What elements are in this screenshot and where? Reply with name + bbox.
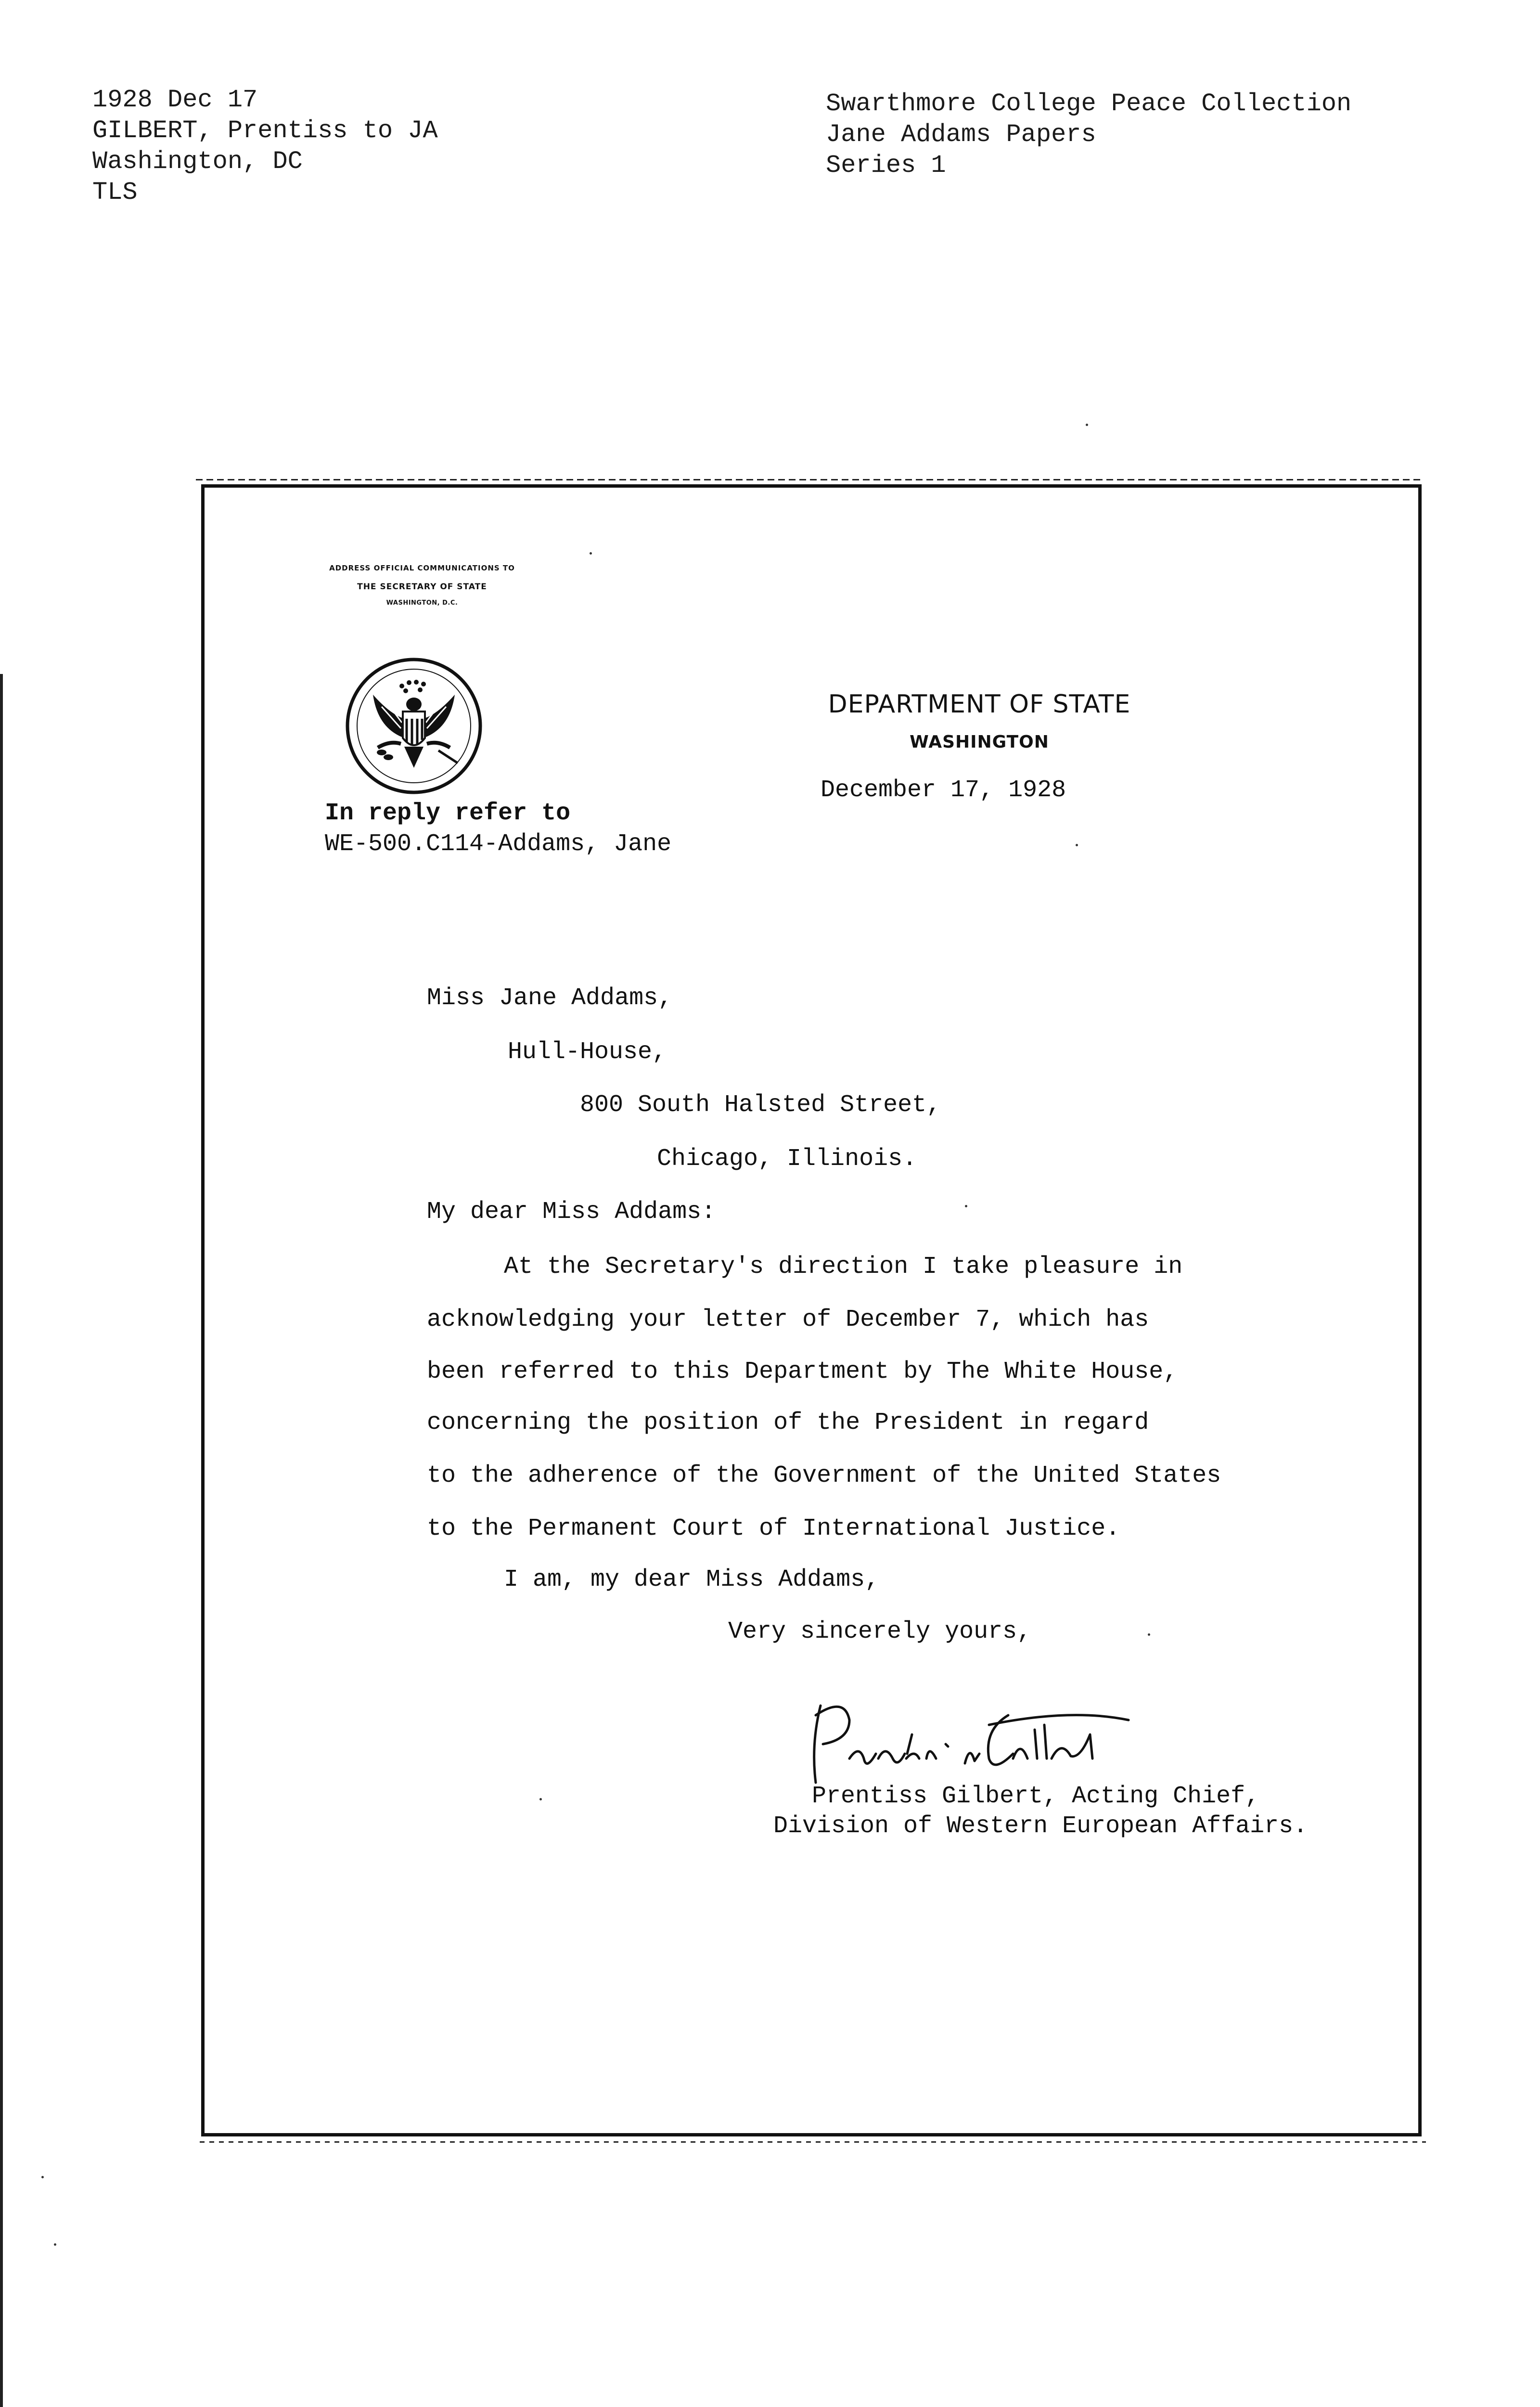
- archival-place: Washington, DC: [92, 147, 303, 176]
- archival-date: 1928 Dec 17: [92, 86, 258, 114]
- addressee-line: Chicago, Illinois.: [657, 1145, 917, 1173]
- scan-edge: [0, 674, 3, 2407]
- scan-speck: [965, 1205, 967, 1207]
- reply-reference: WE-500.C114-Addams, Jane: [325, 830, 672, 858]
- archival-doc-type: TLS: [92, 178, 138, 207]
- scan-speck: [41, 2176, 44, 2178]
- addressee-line: Miss Jane Addams,: [427, 984, 673, 1012]
- letter-page: [201, 484, 1422, 2136]
- scan-speck: [54, 2243, 56, 2246]
- reply-label: In reply refer to: [325, 800, 571, 827]
- signer-name-title: Prentiss Gilbert, Acting Chief,: [812, 1783, 1260, 1810]
- department-city: WASHINGTON: [910, 732, 1049, 752]
- archival-papers: Jane Addams Papers: [826, 120, 1096, 149]
- scan-speck: [590, 552, 592, 555]
- archival-series: Series 1: [826, 151, 946, 180]
- body-line: At the Secretary's direction I take pleasure in: [504, 1253, 1183, 1281]
- letterhead-address-line: THE SECRETARY OF STATE: [357, 582, 487, 592]
- body-line: acknowledging your letter of December 7, which has: [427, 1306, 1149, 1333]
- scan-speck: [539, 1798, 542, 1800]
- archival-metadata-right: [826, 89, 1351, 181]
- handwritten-signature: [782, 1686, 1177, 1797]
- letter-date: December 17, 1928: [821, 776, 1066, 804]
- addressee-line: Hull-House,: [508, 1038, 667, 1066]
- archival-correspondents: GILBERT, Prentiss to JA: [92, 116, 438, 145]
- letterhead-address-line: WASHINGTON, D.C.: [386, 599, 458, 607]
- great-seal-eagle-icon: [344, 656, 484, 796]
- body-line: to the adherence of the Government of the United States: [427, 1462, 1221, 1489]
- scan-speck: [1086, 424, 1088, 426]
- scan-speck: [1076, 844, 1078, 846]
- addressee-line: 800 South Halsted Street,: [580, 1091, 941, 1119]
- letterhead-address-line: ADDRESS OFFICIAL COMMUNICATIONS TO: [329, 564, 515, 572]
- closing-line: I am, my dear Miss Addams,: [504, 1566, 880, 1593]
- signer-division: Division of Western European Affairs.: [773, 1812, 1308, 1840]
- body-line: to the Permanent Court of International Justice.: [427, 1515, 1120, 1542]
- body-line: been referred to this Department by The White House,: [427, 1358, 1178, 1385]
- body-line: concerning the position of the President in regard: [427, 1409, 1149, 1436]
- salutation: My dear Miss Addams:: [427, 1198, 716, 1226]
- archival-collection: Swarthmore College Peace Collection: [826, 90, 1352, 118]
- department-name: DEPARTMENT OF STATE: [828, 690, 1131, 719]
- archival-metadata-left: [92, 85, 438, 208]
- scan-speck: [1148, 1633, 1150, 1636]
- complimentary-close: Very sincerely yours,: [728, 1618, 1032, 1645]
